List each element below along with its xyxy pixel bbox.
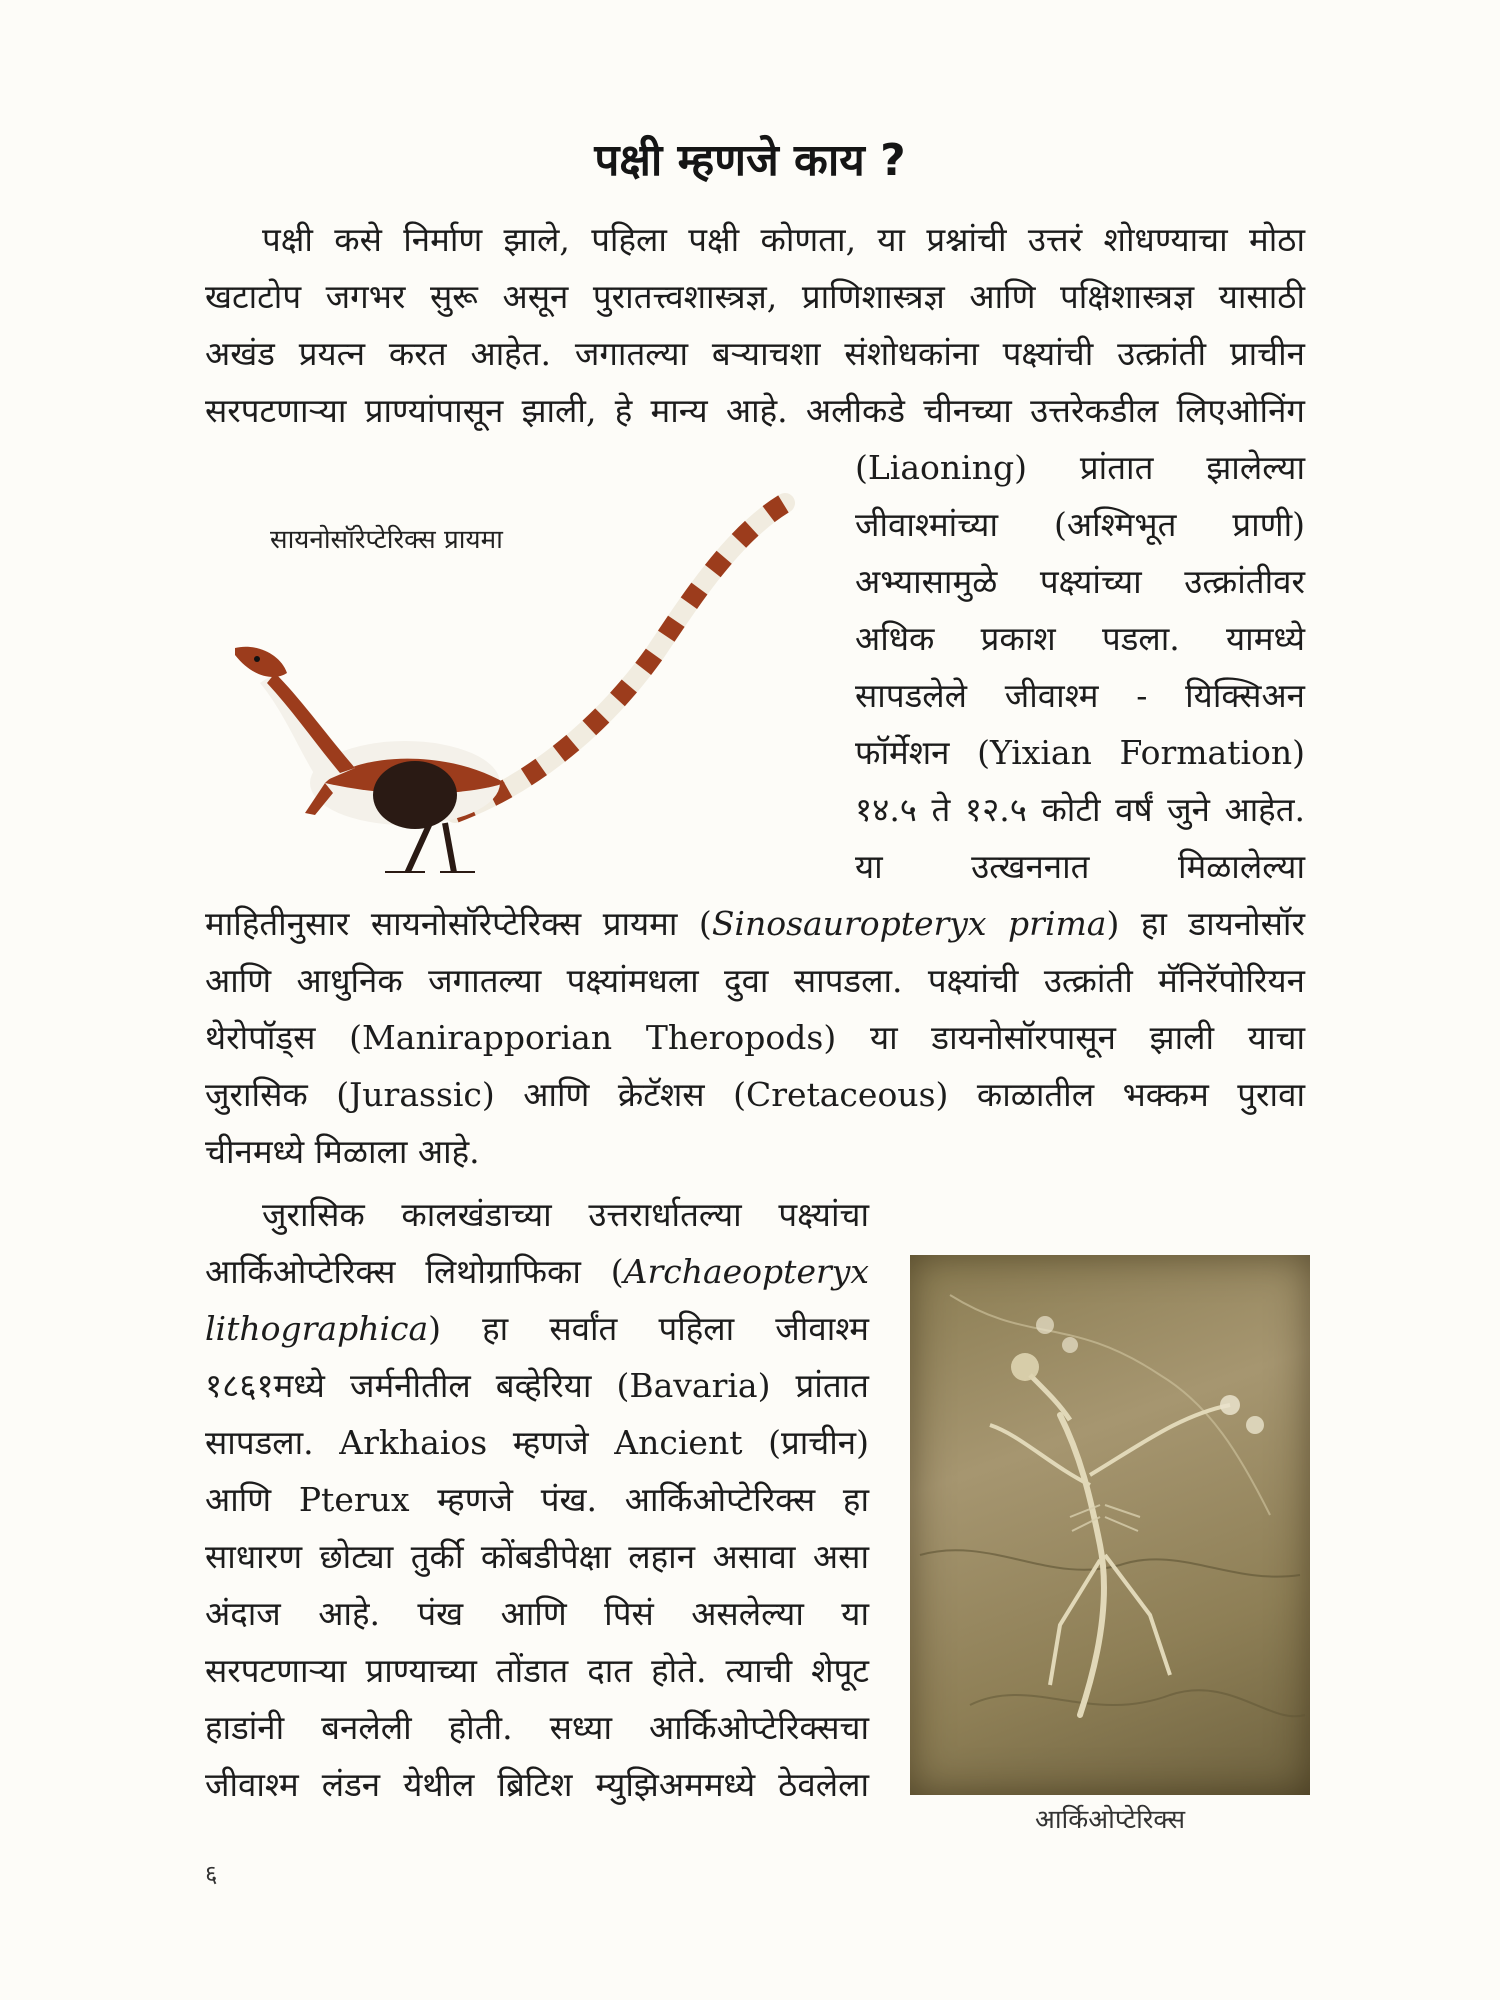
text-line: आणि आधुनिक जगातल्या पक्ष्यांमधला दुवा सापडला. पक्ष्यांची उत्क्रांती मॅनिरॅपोरियन <box>205 961 1305 1000</box>
text-line: या उत्खननात मिळालेल्या <box>855 847 1305 886</box>
text-line: जीवाश्म लंडन येथील ब्रिटिश म्युझिअममध्ये ठेवलेला <box>205 1765 869 1804</box>
text-line: अधिक प्रकाश पडला. यामध्ये <box>855 619 1305 658</box>
text-line: (Liaoning) प्रांतात झालेल्या <box>855 448 1305 487</box>
text-line: थेरोपॉड्स (Manirapporian Theropods) या डायनोसॉरपासून झाली याचा <box>205 1018 1305 1057</box>
text-line <box>205 1252 869 1292</box>
text-line: जीवाश्मांच्या (अश्मिभूत प्राणी) <box>855 505 1305 544</box>
fossil-photo <box>910 1255 1310 1795</box>
text-segment: आर्किओप्टेरिक्स लिथोग्राफिका ( <box>205 1252 624 1291</box>
text-line: अभ्यासामुळे पक्ष्यांच्या उत्क्रांतीवर <box>855 562 1305 601</box>
text-segment: ) हा डायनोसॉर <box>1106 904 1305 943</box>
page-number: ६ <box>205 1860 218 1888</box>
text-line: आणि Pterux म्हणजे पंख. आर्किओप्टेरिक्स हा <box>205 1480 869 1519</box>
text-line: जुरासिक (Jurassic) आणि क्रेटॅशस (Cretaceous) काळातील भक्कम पुरावा <box>205 1075 1305 1114</box>
text-line: १४.५ ते १२.५ कोटी वर्षं जुने आहेत. <box>855 790 1305 829</box>
text-line: सरपटणाऱ्या प्राण्याच्या तोंडात दात होते. त्याची शेपूट <box>205 1651 869 1690</box>
text-line: चीनमध्ये मिळाला आहे. <box>205 1132 480 1171</box>
figure-caption: सायनोसॉरेप्टेरिक्स प्रायमा <box>270 525 503 555</box>
text-line: अखंड प्रयत्न करत आहेत. जगातल्या बऱ्याचशा संशोधकांना पक्ष्यांची उत्क्रांती प्राचीन <box>205 334 1305 373</box>
text-line: जुरासिक कालखंडाच्या उत्तरार्धातल्या पक्ष्यांचा <box>262 1195 869 1234</box>
text-line: सरपटणाऱ्या प्राण्यांपासून झाली, हे मान्य आहे. अलीकडे चीनच्या उत्तरेकडील लिएओनिंग <box>205 391 1305 430</box>
text-line: हाडांनी बनलेली होती. सध्या आर्किओप्टेरिक्सचा <box>205 1708 869 1747</box>
scientific-name: Archaeopteryx <box>623 1252 869 1291</box>
scientific-name: Sinosauropteryx prima <box>711 904 1107 943</box>
text-line: सापडला. Arkhaios म्हणजे Ancient (प्राचीन) <box>205 1423 869 1462</box>
scientific-name: lithographica <box>205 1309 429 1348</box>
text-line: फॉर्मेशन (Yixian Formation) <box>855 733 1305 772</box>
text-line: सापडलेले जीवाश्म - यिक्सिअन <box>855 676 1305 715</box>
text-line: १८६१मध्ये जर्मनीतील बव्हेरिया (Bavaria) प्रांतात <box>205 1366 869 1405</box>
fossil-icon <box>910 1255 1310 1795</box>
page-title: पक्षी म्हणजे काय ? <box>594 135 906 186</box>
text-segment: ) हा सर्वांत पहिला जीवाश्म <box>428 1309 869 1348</box>
text-line <box>205 904 1305 944</box>
text-line <box>205 1309 869 1349</box>
text-line: साधारण छोट्या तुर्की कोंबडीपेक्षा लहान असावा असा <box>205 1537 869 1576</box>
text-line: खटाटोप जगभर सुरू असून पुरातत्त्वशास्त्रज्ञ, प्राणिशास्त्रज्ञ आणि पक्षिशास्त्रज्ञ यासाठी <box>205 277 1305 316</box>
text-segment: माहितीनुसार सायनोसॉरेप्टेरिक्स प्रायमा ( <box>205 904 712 943</box>
figure-caption: आर्किओप्टेरिक्स <box>1034 1805 1186 1835</box>
text-line: पक्षी कसे निर्माण झाले, पहिला पक्षी कोणता, या प्रश्नांची उत्तरं शोधण्याचा मोठा <box>262 220 1305 259</box>
text-line: अंदाज आहे. पंख आणि पिसं असलेल्या या <box>205 1594 869 1633</box>
